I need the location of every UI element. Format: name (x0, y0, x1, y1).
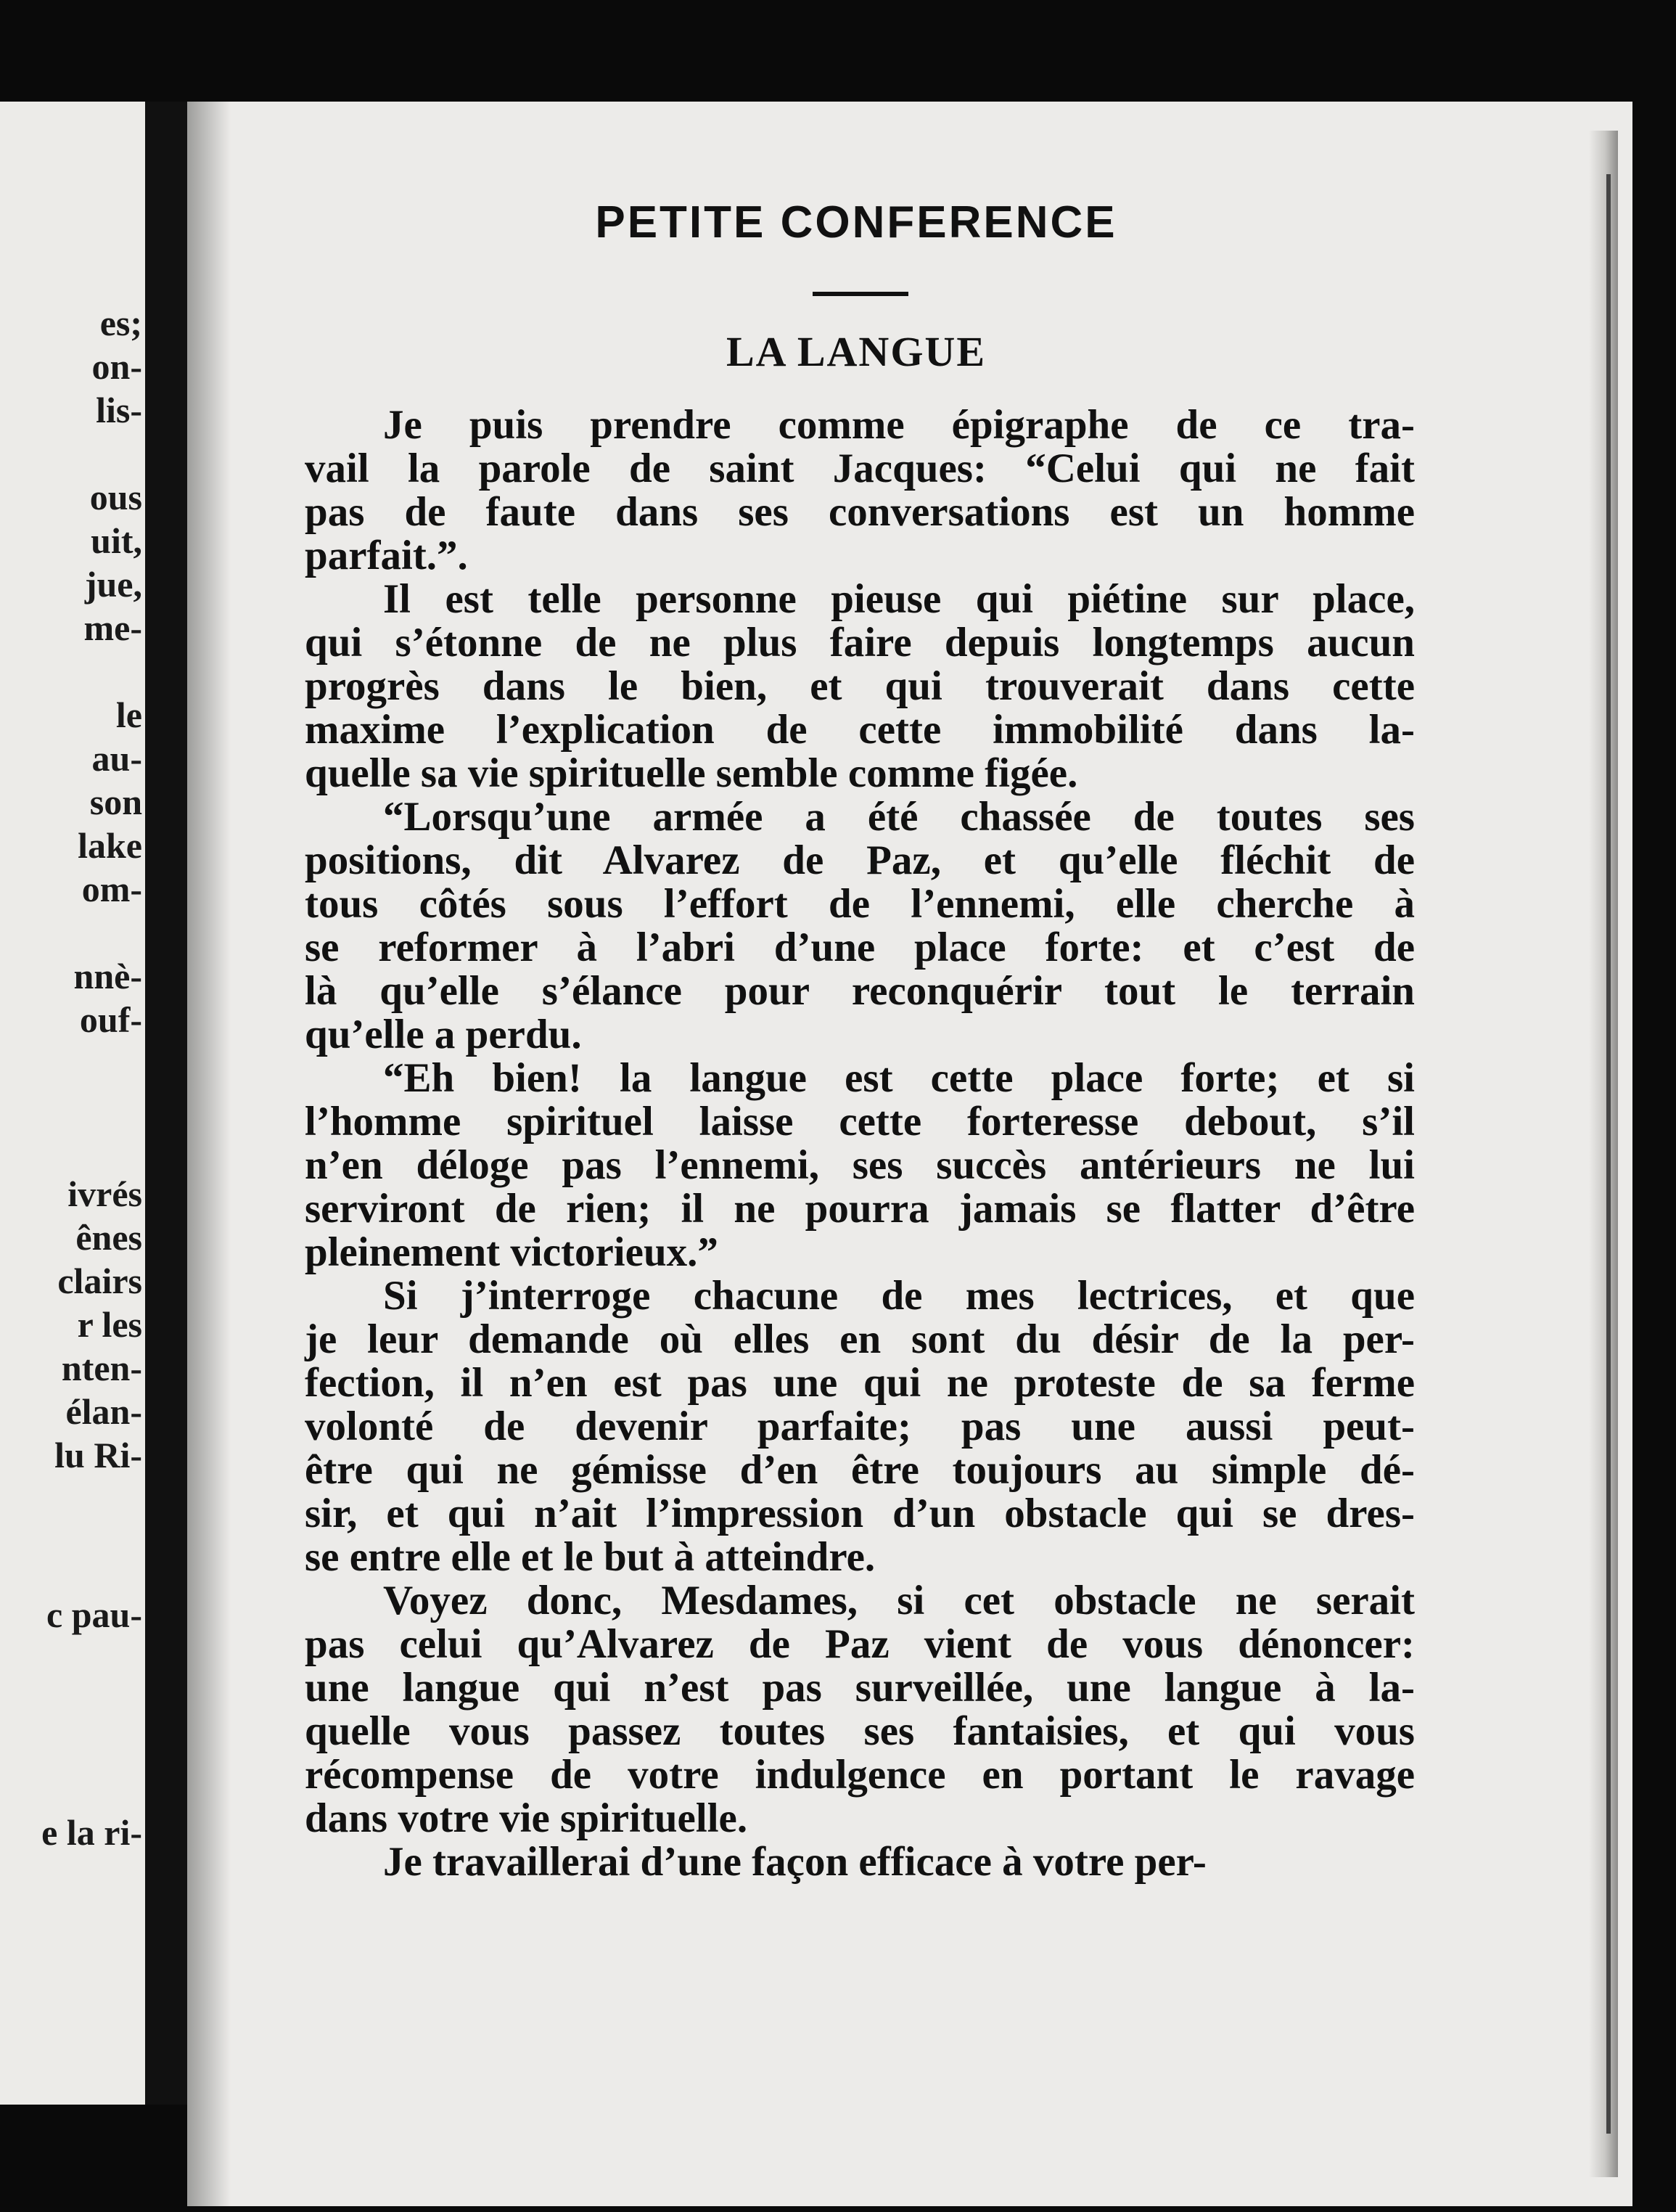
body-text-line: qu’elle a perdu. (305, 1012, 582, 1057)
body-text-line: “Lorsqu’une armée a été chassée de toutes ses (383, 794, 1415, 840)
body-text-line: parfait.”. (305, 533, 468, 578)
left-page-line: le (115, 695, 142, 735)
left-page-line: lu Ri- (54, 1435, 142, 1475)
left-page-line: lake (78, 825, 142, 866)
body-text-line: pas de faute dans ses conversations est un homme (305, 489, 1415, 535)
left-page-line: clairs (57, 1261, 142, 1301)
body-text-line: l’homme spirituel laisse cette forteresse debout, s’il (305, 1099, 1415, 1144)
body-text-line: pas celui qu’Alvarez de Paz vient de vous dénoncer: (305, 1621, 1415, 1667)
body-text-line: Il est telle personne pieuse qui piétine sur place, (383, 576, 1415, 622)
article-subtitle: LA LANGUE (726, 328, 986, 375)
body-text-line: quelle sa vie spirituelle semble comme figée. (305, 750, 1078, 796)
body-text-line: progrès dans le bien, et qui trouverait dans cette (305, 663, 1415, 709)
left-page-line: c pau- (46, 1594, 142, 1635)
body-text-line: je leur demande où elles en sont du désir de la per- (305, 1316, 1415, 1362)
body-text-line: sir, et qui n’ait l’impression d’un obstacle qui se dres- (305, 1491, 1415, 1536)
body-text-line: serviront de rien; il ne pourra jamais se flatter d’être (305, 1186, 1415, 1232)
left-page (0, 102, 145, 2105)
left-page-line: nten- (61, 1348, 142, 1388)
body-text-line: “Eh bien! la langue est cette place forte; et si (383, 1055, 1415, 1101)
body-text-line: être qui ne gémisse d’en être toujours au simple dé- (305, 1447, 1415, 1493)
body-text-line: récompense de votre indulgence en portant le ravage (305, 1752, 1415, 1798)
page-edge-line (1606, 174, 1611, 2134)
left-page-line: élan- (65, 1391, 142, 1432)
body-text-line: Je puis prendre comme épigraphe de ce tra- (383, 402, 1415, 448)
body-text-line: se entre elle et le but à atteindre. (305, 1534, 876, 1580)
left-page-line: ouf- (79, 999, 142, 1040)
left-page-line: uit, (91, 520, 142, 561)
body-text-line: volonté de devenir parfaite; pas une aussi peut- (305, 1404, 1415, 1449)
left-page-line: ous (89, 477, 142, 517)
left-page-line: om- (81, 869, 142, 909)
body-text-line: vail la parole de saint Jacques: “Celui qui ne fait (305, 446, 1415, 491)
left-page-line: jue, (84, 564, 142, 605)
page-shadow (187, 102, 231, 2206)
body-text-line: là qu’elle s’élance pour reconquérir tout le terrain (305, 968, 1415, 1014)
title-divider (813, 292, 908, 296)
body-text-line: dans votre vie spirituelle. (305, 1795, 748, 1841)
page-title: PETITE CONFERENCE (595, 197, 1117, 247)
left-page-line: ivrés (67, 1173, 142, 1214)
left-page-line: me- (83, 607, 142, 648)
body-text-line: se reformer à l’abri d’une place forte: et c’est de (305, 925, 1415, 970)
left-page-line: nnè- (73, 956, 142, 996)
left-page-line: ênes (75, 1217, 142, 1258)
body-text-line: une langue qui n’est pas surveillée, une langue à la- (305, 1665, 1415, 1711)
body-text-line: Voyez donc, Mesdames, si cet obstacle ne serait (383, 1578, 1415, 1623)
body-text-line: Je travaillerai d’une façon efficace à votre per- (383, 1839, 1207, 1885)
body-text-line: qui s’étonne de ne plus faire depuis longtemps aucun (305, 620, 1415, 665)
left-page-line: on- (91, 346, 142, 387)
left-page-line: au- (91, 738, 142, 779)
left-page-line: r les (77, 1304, 142, 1345)
left-page-line: es; (99, 303, 142, 343)
body-text-line: positions, dit Alvarez de Paz, et qu’elle fléchit de (305, 837, 1415, 883)
body-text-line: fection, il n’en est pas une qui ne proteste de sa ferme (305, 1360, 1415, 1406)
left-page-line: e la ri- (41, 1812, 142, 1853)
left-page-line: lis- (96, 390, 142, 430)
body-text-line: maxime l’explication de cette immobilité dans la- (305, 707, 1415, 753)
body-text-line: pleinement victorieux.” (305, 1229, 718, 1275)
page-edge (1589, 131, 1618, 2177)
body-text-line: n’en déloge pas l’ennemi, ses succès antérieurs ne lui (305, 1142, 1415, 1188)
body-text-line: quelle vous passez toutes ses fantaisies, et qui vous (305, 1708, 1415, 1754)
book-gutter (145, 102, 187, 2105)
body-text-line: tous côtés sous l’effort de l’ennemi, elle cherche à (305, 881, 1415, 927)
left-page-line: son (89, 782, 142, 822)
body-text-line: Si j’interroge chacune de mes lectrices, et que (383, 1273, 1415, 1319)
